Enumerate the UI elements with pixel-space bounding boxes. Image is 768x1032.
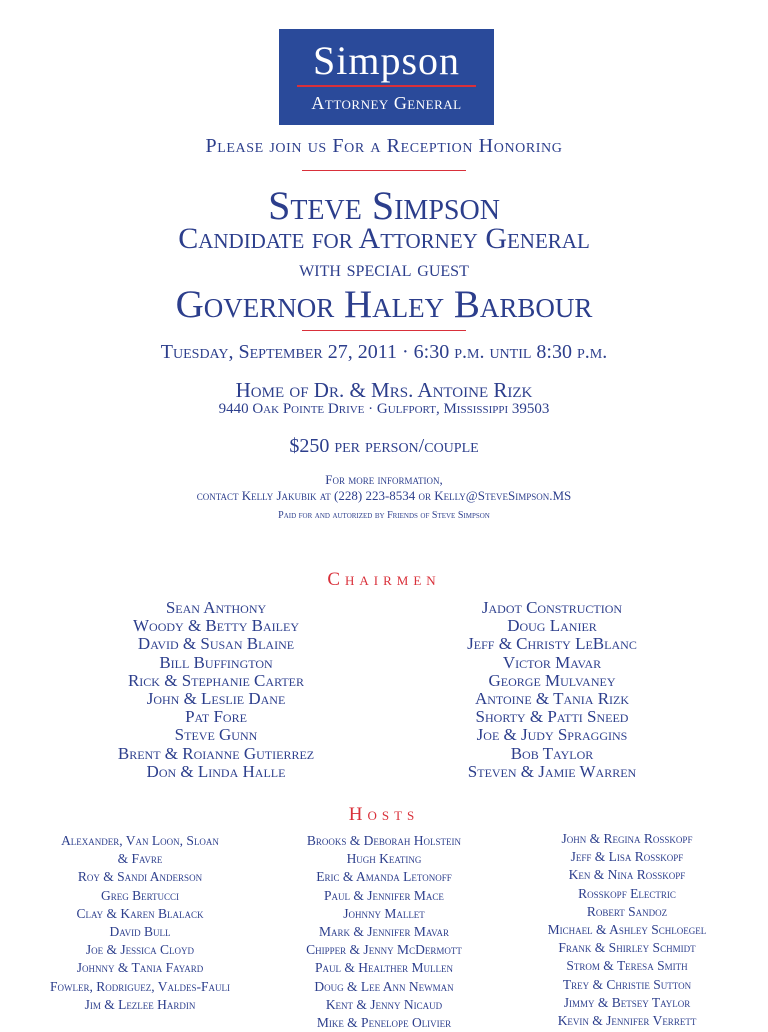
top-red-divider (302, 170, 466, 171)
paid-for-disclaimer: Paid for and autorized by Friends of Steve Simpson (278, 510, 490, 521)
list-item: John & Leslie Dane (146, 689, 286, 709)
list-item: Sean Anthony (165, 598, 267, 617)
info-line-2: contact Kelly Jakubik at (228) 223-8534 or Kelly@SteveSimpson.MS (196, 488, 572, 503)
special-guest-name: Governor Haley Barbour (175, 283, 593, 326)
invite-line: Please join us For a Reception Honoring (205, 135, 563, 157)
event-address: 9440 Oak Pointe Drive · Gulfport, Mississippi 39503 (218, 401, 550, 417)
list-item: Don & Linda Halle (146, 761, 286, 781)
list-item: Joe & Judy Spraggins (476, 725, 628, 745)
list-item: Clay & Karen Blalack (76, 905, 204, 921)
list-item: Johnny & Tania Fayard (76, 960, 204, 976)
list-item: Frank & Shirley Schmidt (558, 940, 696, 956)
list-item: Kevin & Jennifer Verrett (557, 1013, 697, 1029)
list-item: Bill Buffington (159, 652, 273, 672)
list-item: Jadot Construction (481, 598, 623, 617)
list-item: Alexander, Van Loon, Sloan (61, 833, 219, 848)
list-item: Paul & Jennifer Mace (324, 887, 444, 903)
list-item: Fowler, Rodriguez, Valdes-Fauli (50, 978, 230, 994)
list-item: Kent & Jenny Nicaud (325, 996, 443, 1012)
list-item: Antoine & Tania Rizk (474, 689, 630, 709)
list-item: Jim & Lezlee Hardin (84, 996, 196, 1012)
list-item: David & Susan Blaine (137, 634, 295, 654)
list-item: Ken & Nina Rosskopf (568, 867, 686, 883)
chairmen-left-column (70, 599, 362, 781)
list-item: Robert Sandoz (586, 903, 668, 919)
list-item: Steve Gunn (174, 725, 258, 745)
list-item: Brent & Roianne Gutierrez (117, 743, 315, 763)
list-item: Strom & Teresa Smith (566, 958, 688, 974)
list-item: Hugh Keating (346, 851, 422, 867)
logo-name: Simpson (312, 38, 461, 83)
list-item: Steven & Jamie Warren (467, 761, 637, 781)
list-item: David Bull (109, 924, 171, 940)
info-line-1: For more information, (325, 472, 443, 487)
bottom-red-divider (302, 330, 466, 331)
list-item: Mark & Jennifer Mavar (318, 924, 450, 940)
ticket-price: $250 per person/couple (289, 435, 479, 457)
event-venue: Home of Dr. & Mrs. Antoine Rizk (235, 378, 533, 402)
campaign-logo (279, 29, 494, 125)
honoree-name: Steve Simpson (268, 183, 500, 228)
event-datetime: Tuesday, September 27, 2011 · 6:30 p.m. until 8:30 p.m. (160, 341, 608, 363)
list-item: Mike & Penelope Olivier (316, 1015, 452, 1031)
chairmen-right-column (411, 599, 693, 781)
logo-subtitle: Attorney General (311, 93, 462, 113)
hosts-column-1 (14, 832, 266, 1014)
hosts-heading: Hosts (348, 804, 420, 825)
list-item: Jeff & Christy LeBlanc (467, 634, 637, 654)
honoree-role: Candidate for Attorney General (178, 222, 590, 255)
list-item: Shorty & Patti Sneed (475, 707, 629, 727)
list-item: Doug Lanier (507, 616, 597, 636)
list-item: Greg Bertucci (100, 887, 180, 903)
list-item: Roy & Sandi Anderson (77, 869, 203, 885)
list-item: Bob Taylor (510, 743, 594, 763)
list-item: George Mulvaney (488, 670, 616, 690)
list-item: Rick & Stephanie Carter (127, 670, 305, 690)
logo-divider (297, 85, 476, 87)
list-item: John & Regina Rosskopf (561, 831, 693, 846)
list-item: Brooks & Deborah Holstein (306, 833, 462, 848)
list-item: Jeff & Lisa Rosskopf (570, 849, 684, 865)
list-item: Rosskopf Electric (578, 885, 676, 901)
list-item: Joe & Jessica Cloyd (85, 942, 195, 958)
list-item: Trey & Christie Sutton (562, 976, 692, 992)
list-item: Michael & Ashley Schloegel (547, 922, 707, 938)
list-item: Johnny Mallet (343, 905, 425, 921)
hosts-column-3 (512, 830, 742, 1030)
special-guest-line: with special guest (299, 256, 469, 281)
list-item: Paul & Healther Mullen (314, 960, 454, 976)
list-item: Chipper & Jenny McDermott (306, 942, 462, 958)
list-item: Eric & Amanda Letonoff (316, 869, 452, 885)
list-item: & Favre (117, 851, 163, 867)
hosts-column-2 (272, 832, 496, 1032)
list-item: Doug & Lee Ann Newman (314, 978, 454, 994)
list-item: Victor Mavar (502, 652, 602, 672)
list-item: Pat Fore (185, 707, 247, 727)
list-item: Woody & Betty Bailey (132, 616, 299, 636)
list-item: Jimmy & Betsey Taylor (563, 994, 691, 1010)
chairmen-heading: Chairmen (327, 569, 441, 590)
